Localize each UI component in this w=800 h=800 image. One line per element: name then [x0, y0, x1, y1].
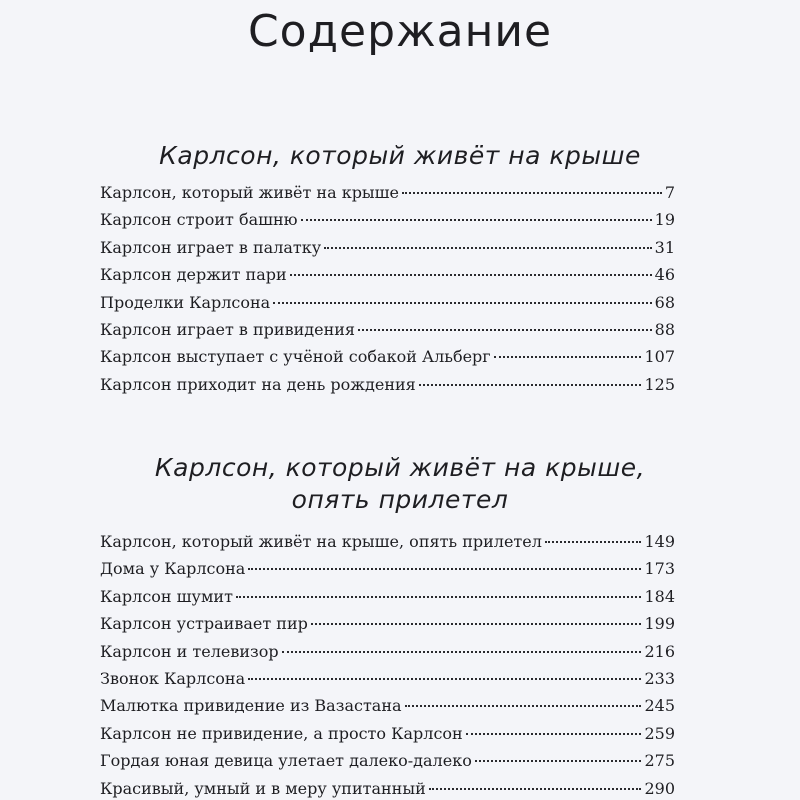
toc-entry[interactable] [100, 692, 675, 719]
dot-leader [273, 301, 651, 304]
toc-entry-title: Гордая юная девица улетает далеко-далеко [100, 751, 472, 771]
toc-list [100, 179, 675, 398]
toc-entry-title: Карлсон держит пари [100, 265, 287, 285]
toc-entry-page: 46 [654, 265, 675, 285]
toc-entry[interactable] [100, 528, 675, 555]
section-heading [0, 452, 800, 516]
toc-entry[interactable] [100, 665, 675, 692]
toc-entry-page: 19 [654, 210, 675, 230]
dot-leader [282, 650, 642, 653]
section-heading-line: опять прилетел [291, 485, 509, 514]
toc-entry-page: 7 [664, 183, 675, 202]
toc-entry[interactable] [100, 610, 675, 637]
toc-entry[interactable] [100, 316, 675, 343]
toc-entry-page: 88 [654, 319, 675, 339]
toc-entry-title: Малютка привидение из Вазастана [100, 696, 402, 716]
toc-entry[interactable] [100, 775, 675, 800]
toc-entry[interactable] [100, 583, 675, 610]
dot-leader [248, 677, 641, 680]
toc-entry-title: Карлсон не привидение, а просто Карлсон [100, 723, 463, 743]
toc-entry-title: Карлсон приходит на день рождения [100, 374, 416, 394]
toc-entry-title: Карлсон играет в палатку [100, 237, 322, 257]
dot-leader [358, 328, 652, 331]
toc-entry-page: 245 [644, 696, 675, 716]
toc-entry-title: Карлсон строит башню [100, 210, 298, 230]
dot-leader [545, 540, 642, 543]
toc-entry[interactable] [100, 555, 675, 582]
dot-leader [419, 383, 642, 386]
toc-entry-title: Карлсон устраивает пир [100, 614, 308, 634]
dot-leader [405, 704, 642, 707]
dot-leader [466, 732, 642, 735]
toc-entry-title: Карлсон шумит [100, 586, 233, 606]
toc-entry[interactable] [100, 289, 675, 316]
dot-leader [236, 595, 642, 598]
toc-entry-title: Карлсон, который живёт на крыше [100, 183, 400, 202]
toc-entry-page: 31 [654, 237, 675, 257]
toc-entry-page: 173 [644, 559, 675, 579]
toc-entry-page: 216 [644, 641, 675, 661]
toc-entry-page: 107 [644, 347, 675, 367]
toc-entry-title: Звонок Карлсона [100, 668, 246, 688]
dot-leader [301, 218, 652, 221]
toc-entry[interactable] [100, 638, 675, 665]
toc-entry-page: 259 [644, 723, 675, 743]
toc-entry-title: Карлсон, который живёт на крыше, опять прилетел [100, 532, 542, 551]
toc-entry[interactable] [100, 261, 675, 288]
dot-leader [248, 567, 641, 570]
toc-entry-title: Дома у Карлсона [100, 559, 246, 579]
dot-leader [475, 759, 642, 762]
toc-entry[interactable] [100, 234, 675, 261]
toc-entry[interactable] [100, 747, 675, 774]
toc-entry-title: Карлсон и телевизор [100, 641, 279, 661]
dot-leader [402, 191, 662, 194]
toc-entry[interactable] [100, 371, 675, 398]
toc-entry-page: 68 [654, 292, 675, 312]
toc-entry[interactable] [100, 720, 675, 747]
toc-entry-page: 290 [644, 778, 675, 798]
page-title: Содержание [247, 6, 553, 57]
toc-entry-title: Красивый, умный и в меру упитанный [100, 778, 426, 798]
toc-entry[interactable] [100, 179, 675, 206]
toc-entry[interactable] [100, 343, 675, 370]
dot-leader [290, 273, 652, 276]
dot-leader [324, 246, 651, 249]
section-heading-line: Карлсон, который живёт на крыше, [154, 453, 646, 482]
toc-entry-page: 199 [644, 614, 675, 634]
toc-entry-page: 233 [644, 668, 675, 688]
dot-leader [311, 622, 642, 625]
toc-entry-title: Проделки Карлсона [100, 292, 271, 312]
toc-entry-title: Карлсон играет в привидения [100, 319, 355, 339]
toc-entry-page: 275 [644, 751, 675, 771]
toc-list [100, 528, 675, 800]
section-heading: Карлсон, который живёт на крыше [159, 141, 641, 170]
dot-leader [494, 355, 642, 358]
toc-entry-page: 149 [644, 532, 675, 551]
toc-entry-title: Карлсон выступает с учёной собакой Альберг [100, 347, 491, 367]
toc-entry-page: 184 [644, 586, 675, 606]
toc-entry[interactable] [100, 206, 675, 233]
dot-leader [429, 787, 642, 790]
toc-entry-page: 125 [644, 374, 675, 394]
